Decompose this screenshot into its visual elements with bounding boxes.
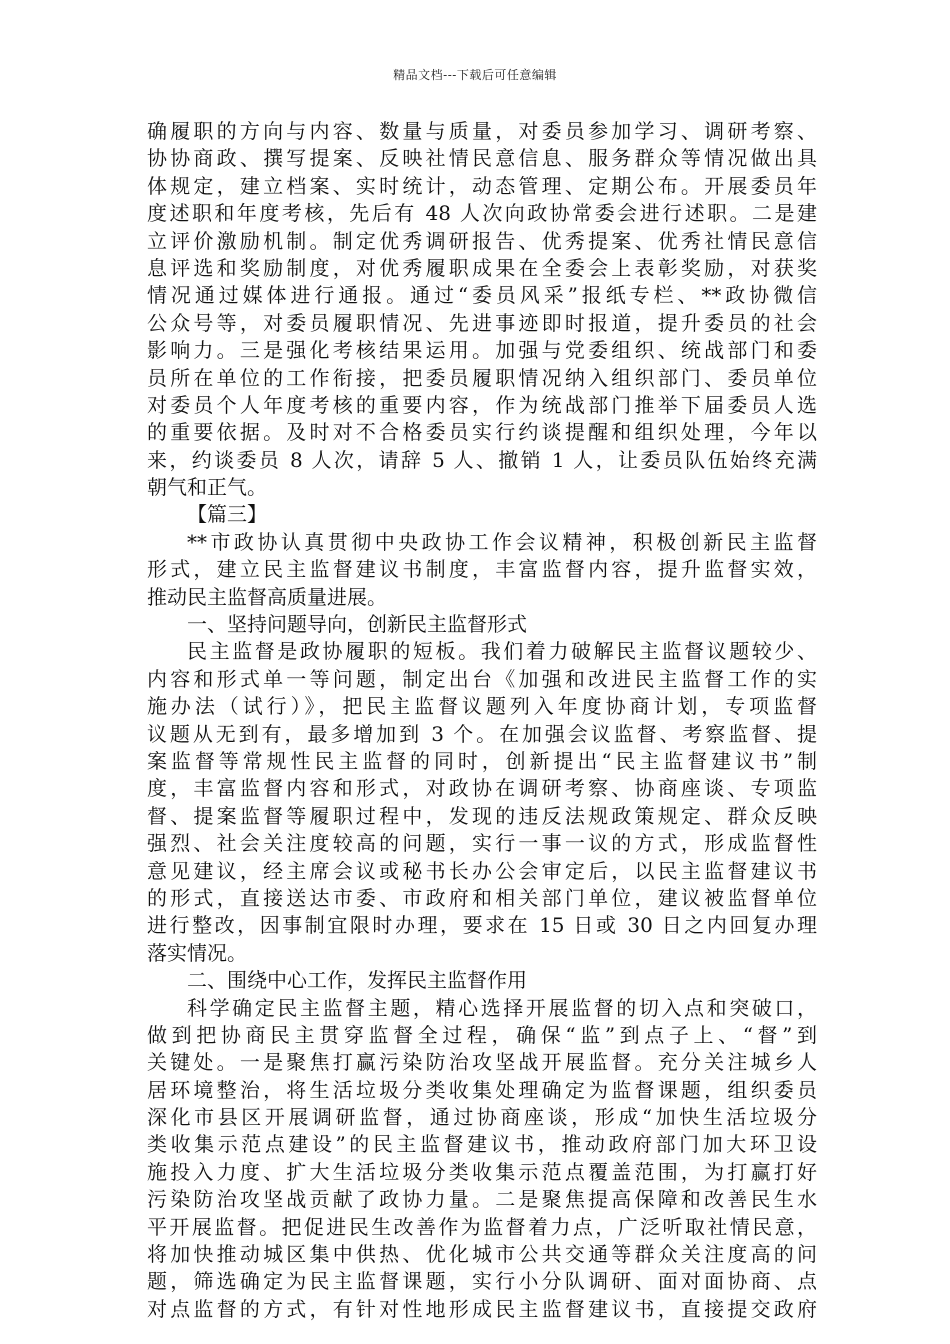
section-heading: 一、坚持问题导向，创新民主监督形式 xyxy=(187,612,527,637)
text-line: 科学确定民主监督主题，精心选择开展监督的切入点和突破口， xyxy=(187,995,817,1020)
text-line: 施办法（试行）》，把民主监督议题列入年度协商计划，专项监督 xyxy=(147,694,817,719)
text-line: 员所在单位的工作衔接，把委员履职情况纳入组织部门、委员单位 xyxy=(147,365,817,390)
text-line: 题，筛选确定为民主监督课题，实行小分队调研、面对面协商、点 xyxy=(147,1269,817,1294)
text-line: 将加快推动城区集中供热、优化城市公共交通等群众关注度高的问 xyxy=(147,1242,817,1267)
text-line: 度述职和年度考核，先后有 48 人次向政协常委会进行述职。二是建 xyxy=(147,201,817,226)
text-line: 立评价激励机制。制定优秀调研报告、优秀提案、优秀社情民意信 xyxy=(147,228,817,253)
text-line: 督、提案监督等履职过程中，发现的违反法规政策规定、群众反映 xyxy=(147,803,817,828)
text-line: 的重要依据。及时对不合格委员实行约谈提醒和组织处理，今年以 xyxy=(147,420,817,445)
text-line: 朝气和正气。 xyxy=(147,475,267,500)
text-line: 施投入力度、扩大生活垃圾分类收集示范点覆盖范围，为打赢打好 xyxy=(147,1159,817,1184)
text-line: 度，丰富监督内容和形式，对政协在调研考察、协商座谈、专项监 xyxy=(147,776,817,801)
text-line: 确履职的方向与内容、数量与质量，对委员参加学习、调研考察、 xyxy=(147,119,817,143)
text-line: 类收集示范点建设”的民主监督建议书，推动政府部门加大环卫设 xyxy=(147,1132,817,1157)
text-line: 居环境整治，将生活垃圾分类收集处理确定为监督课题，组织委员 xyxy=(147,1077,817,1102)
text-line: 意见建议，经主席会议或秘书长办公会审定后，以民主监督建议书 xyxy=(147,858,817,883)
text-line: 关键处。一是聚焦打赢污染防治攻坚战开展监督。充分关注城乡人 xyxy=(147,1050,817,1075)
text-line: 情况通过媒体进行通报。通过“委员风采”报纸专栏、**政协微信 xyxy=(147,283,817,308)
document-body xyxy=(147,118,817,1323)
text-line: 做到把协商民主贯穿监督全过程，确保“监”到点子上、“督”到 xyxy=(147,1022,817,1047)
text-line: 来，约谈委员 8 人次，请辞 5 人、撤销 1 人，让委员队伍始终充满 xyxy=(147,447,817,472)
text-line: 体规定，建立档案、实时统计，动态管理、定期公布。开展委员年 xyxy=(147,173,817,198)
text-line: 平开展监督。把促进民生改善作为监督着力点，广泛听取社情民意， xyxy=(147,1214,817,1239)
text-line: 案监督等常规性民主监督的同时，创新提出“民主监督建议书”制 xyxy=(147,748,817,773)
text-line: 内容和形式单一等问题，制定出台《加强和改进民主监督工作的实 xyxy=(147,666,817,691)
text-line: 议题从无到有，最多增加到 3 个。在加强会议监督、考察监督、提 xyxy=(147,721,817,746)
text-line: 对委员个人年度考核的重要内容，作为统战部门推举下届委员人选 xyxy=(147,392,817,417)
text-line: 强烈、社会关注度较高的问题，实行一事一议的方式，形成监督性 xyxy=(147,831,817,856)
text-line: 影响力。三是强化考核结果运用。加强与党委组织、统战部门和委 xyxy=(147,338,817,363)
text-line: 深化市县区开展调研监督，通过协商座谈，形成“加快生活垃圾分 xyxy=(147,1105,817,1130)
text-line: 落实情况。 xyxy=(147,940,247,965)
text-line: 形式，建立民主监督建议书制度，丰富监督内容，提升监督实效， xyxy=(147,557,817,582)
text-line: 推动民主监督高质量进展。 xyxy=(147,584,387,609)
text-line: 进行整改，因事制宜限时办理，要求在 15 日或 30 日之内回复办理 xyxy=(147,913,817,938)
part-heading: 【篇三】 xyxy=(187,502,267,527)
text-line: 息评选和奖励制度，对优秀履职成果在全委会上表彰奖励，对获奖 xyxy=(147,255,817,280)
page-header: 精品文档---下载后可任意编辑 xyxy=(393,68,557,82)
text-line: 的形式，直接送达市委、市政府和相关部门单位，建议被监督单位 xyxy=(147,885,817,910)
text-line: **市政协认真贯彻中央政协工作会议精神，积极创新民主监督 xyxy=(187,529,817,554)
section-heading: 二、围绕中心工作，发挥民主监督作用 xyxy=(187,968,527,993)
text-line: 污染防治攻坚战贡献了政协力量。二是聚焦提高保障和改善民生水 xyxy=(147,1187,817,1212)
text-line: 公众号等，对委员履职情况、先进事迹即时报道，提升委员的社会 xyxy=(147,310,817,335)
text-line: 协协商政、撰写提案、反映社情民意信息、服务群众等情况做出具 xyxy=(147,146,817,171)
text-line: 对点监督的方式，有针对性地形成民主监督建议书，直接提交政府 xyxy=(147,1296,817,1321)
text-line: 民主监督是政协履职的短板。我们着力破解民主监督议题较少、 xyxy=(187,639,817,664)
